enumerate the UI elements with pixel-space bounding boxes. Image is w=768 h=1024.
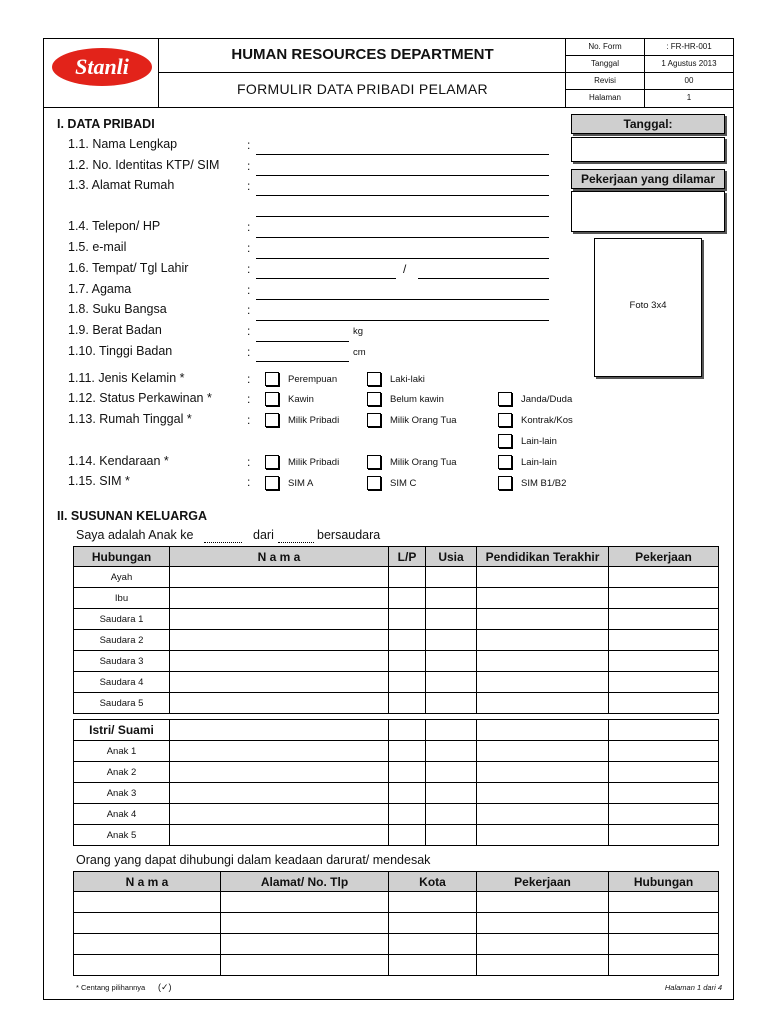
cell-input[interactable] xyxy=(389,588,426,609)
header-hubungan: Hubungan xyxy=(609,872,719,892)
option-laki-laki: Laki-laki xyxy=(390,374,425,385)
table-row xyxy=(74,630,719,651)
checkbox-belum-kawin[interactable] xyxy=(367,392,381,406)
anak-ke-suffix: bersaudara xyxy=(317,528,381,542)
field-tempat-tgl-lahir: 1.6. Tempat/ Tgl Lahir xyxy=(68,261,189,275)
unit-kg: kg xyxy=(353,326,364,337)
field-sim: 1.15. SIM * xyxy=(68,474,130,488)
checkbox-sim-c[interactable] xyxy=(367,476,381,490)
row-label: Saudara 5 xyxy=(74,693,170,714)
cell-input[interactable] xyxy=(609,720,719,741)
colon: : xyxy=(247,262,251,276)
cell-input[interactable] xyxy=(389,762,426,783)
logo-text: Stanli xyxy=(75,54,129,79)
meta-label-revisi: Revisi xyxy=(594,76,616,85)
cell-input[interactable] xyxy=(609,913,719,934)
header-hubungan: Hubungan xyxy=(74,547,170,567)
option-kontrak-kos: Kontrak/Kos xyxy=(521,415,573,426)
anak-ke-mid: dari xyxy=(253,528,274,542)
cell-input[interactable] xyxy=(170,609,389,630)
tgl-lahir-line[interactable] xyxy=(418,278,549,279)
checkbox-perempuan[interactable] xyxy=(265,372,279,386)
cell-input[interactable] xyxy=(74,913,221,934)
cell-input[interactable] xyxy=(74,892,221,913)
field-jenis-kelamin: 1.11. Jenis Kelamin * xyxy=(68,371,185,385)
field-identitas: 1.2. No. Identitas KTP/ SIM xyxy=(68,158,220,172)
cell-input[interactable] xyxy=(609,651,719,672)
berat-badan-line[interactable] xyxy=(256,341,349,342)
table-row xyxy=(74,825,719,846)
field-alamat: 1.3. Alamat Rumah xyxy=(68,178,175,192)
header-nama: N a m a xyxy=(74,872,221,892)
table-row xyxy=(74,762,719,783)
cell-input[interactable] xyxy=(477,934,609,955)
section1-title: I. DATA PRIBADI xyxy=(57,117,155,131)
anak-ke-prefix: Saya adalah Anak ke xyxy=(76,528,194,542)
header-pekerjaan: Pekerjaan xyxy=(477,872,609,892)
option-kawin: Kawin xyxy=(288,394,314,405)
table-row xyxy=(74,741,719,762)
footer-note: * Centang pilihannya xyxy=(76,983,146,992)
date-slash: / xyxy=(403,262,407,276)
tanggal-label-box: Tanggal: xyxy=(571,114,725,134)
row-label: Saudara 3 xyxy=(74,651,170,672)
footer-page: Halaman 1 dari 4 xyxy=(664,983,722,992)
cell-input[interactable] xyxy=(426,762,477,783)
cell-input[interactable] xyxy=(609,892,719,913)
table-row xyxy=(74,720,719,741)
suku-bangsa-line[interactable] xyxy=(256,320,549,321)
table-row xyxy=(74,804,719,825)
checkbox-kendaraan-milik-orang-tua[interactable] xyxy=(367,455,381,469)
cell-input[interactable] xyxy=(170,651,389,672)
department-title: HUMAN RESOURCES DEPARTMENT xyxy=(231,46,494,63)
tempat-lahir-line[interactable] xyxy=(256,278,396,279)
colon: : xyxy=(247,283,251,297)
table-row xyxy=(74,934,719,955)
meta-line-2 xyxy=(565,72,734,73)
cell-input[interactable] xyxy=(477,588,609,609)
header-kota: Kota xyxy=(389,872,477,892)
unit-cm: cm xyxy=(353,347,366,358)
field-kendaraan: 1.14. Kendaraan * xyxy=(68,454,169,468)
cell-input[interactable] xyxy=(426,741,477,762)
stanli-logo xyxy=(50,46,154,88)
header-lp: L/P xyxy=(389,547,426,567)
cell-input[interactable] xyxy=(477,741,609,762)
jumlah-saudara-input[interactable] xyxy=(278,542,314,543)
cell-input[interactable] xyxy=(477,651,609,672)
cell-input[interactable] xyxy=(426,630,477,651)
table-row xyxy=(74,588,719,609)
header-pendidikan: Pendidikan Terakhir xyxy=(477,547,609,567)
cell-input[interactable] xyxy=(609,825,719,846)
checkbox-rumah-milik-orang-tua[interactable] xyxy=(367,413,381,427)
field-nama-lengkap: 1.1. Nama Lengkap xyxy=(68,137,178,151)
cell-input[interactable] xyxy=(389,825,426,846)
cell-input[interactable] xyxy=(609,588,719,609)
row-label: Ibu xyxy=(74,588,170,609)
colon: : xyxy=(247,392,251,406)
cell-input[interactable] xyxy=(170,825,389,846)
table-row xyxy=(74,892,719,913)
row-label: Anak 4 xyxy=(74,804,170,825)
family-table xyxy=(73,546,719,714)
colon: : xyxy=(247,303,251,317)
cell-input[interactable] xyxy=(389,783,426,804)
cell-input[interactable] xyxy=(221,913,389,934)
option-rumah-lain-lain: Lain-lain xyxy=(521,436,557,447)
checkbox-janda-duda[interactable] xyxy=(498,392,512,406)
telepon-line[interactable] xyxy=(256,237,549,238)
pekerjaan-label-box: Pekerjaan yang dilamar xyxy=(571,169,725,189)
header-pekerjaan: Pekerjaan xyxy=(609,547,719,567)
cell-input[interactable] xyxy=(609,934,719,955)
meta-line-1 xyxy=(565,55,734,56)
colon: : xyxy=(247,455,251,469)
cell-input[interactable] xyxy=(609,693,719,714)
meta-line-3 xyxy=(565,89,734,90)
cell-input[interactable] xyxy=(609,955,719,976)
checkbox-rumah-milik-pribadi[interactable] xyxy=(265,413,279,427)
option-sim-b1-b2: SIM B1/B2 xyxy=(521,478,567,489)
row-label: Anak 2 xyxy=(74,762,170,783)
cell-input[interactable] xyxy=(389,955,477,976)
cell-input[interactable] xyxy=(221,955,389,976)
tanggal-input[interactable] xyxy=(571,137,725,162)
checkbox-kendaraan-lain-lain[interactable] xyxy=(498,455,512,469)
table-row xyxy=(74,913,719,934)
meta-value-halaman: 1 xyxy=(686,93,692,102)
colon: : xyxy=(247,475,251,489)
cell-input[interactable] xyxy=(389,609,426,630)
table-row xyxy=(74,693,719,714)
option-kendaraan-milik-pribadi: Milik Pribadi xyxy=(288,457,340,468)
cell-input[interactable] xyxy=(477,955,609,976)
checkbox-kontrak-kos[interactable] xyxy=(498,413,512,427)
cell-input[interactable] xyxy=(477,804,609,825)
anak-ke-input[interactable] xyxy=(204,542,242,543)
cell-input[interactable] xyxy=(170,783,389,804)
cell-input[interactable] xyxy=(170,762,389,783)
row-label: Ayah xyxy=(74,567,170,588)
checkbox-laki-laki[interactable] xyxy=(367,372,381,386)
cell-input[interactable] xyxy=(170,720,389,741)
field-email: 1.5. e-mail xyxy=(68,240,127,254)
option-rumah-milik-pribadi: Milik Pribadi xyxy=(288,415,340,426)
option-belum-kawin: Belum kawin xyxy=(390,394,444,405)
colon: : xyxy=(247,324,251,338)
field-rumah-tinggal: 1.13. Rumah Tinggal * xyxy=(68,412,192,426)
cell-input[interactable] xyxy=(170,693,389,714)
cell-input[interactable] xyxy=(170,630,389,651)
pekerjaan-input[interactable] xyxy=(571,191,725,232)
section2-title: II. SUSUNAN KELUARGA xyxy=(57,509,208,523)
cell-input[interactable] xyxy=(74,955,221,976)
meta-label-halaman: Halaman xyxy=(588,93,621,102)
cell-input[interactable] xyxy=(389,630,426,651)
cell-input[interactable] xyxy=(477,913,609,934)
cell-input[interactable] xyxy=(426,651,477,672)
cell-input[interactable] xyxy=(389,651,426,672)
cell-input[interactable] xyxy=(609,567,719,588)
header-alamat: Alamat/ No. Tlp xyxy=(221,872,389,892)
header-mid-line xyxy=(158,72,565,73)
agama-line[interactable] xyxy=(256,299,549,300)
table-row xyxy=(74,783,719,804)
cell-input[interactable] xyxy=(477,693,609,714)
cell-input[interactable] xyxy=(477,630,609,651)
row-label: Anak 1 xyxy=(74,741,170,762)
colon: : xyxy=(247,372,251,386)
cell-input[interactable] xyxy=(477,762,609,783)
colon: : xyxy=(247,345,251,359)
emergency-label: Orang yang dapat dihubungi dalam keadaan darurat/ mendesak xyxy=(76,853,431,867)
field-tinggi-badan: 1.10. Tinggi Badan xyxy=(68,344,173,358)
table-row xyxy=(74,567,719,588)
field-telepon: 1.4. Telepon/ HP xyxy=(68,219,161,233)
cell-input[interactable] xyxy=(389,567,426,588)
cell-input[interactable] xyxy=(426,783,477,804)
checkbox-sim-b1-b2[interactable] xyxy=(498,476,512,490)
colon: : xyxy=(247,138,251,152)
colon: : xyxy=(247,179,251,193)
colon: : xyxy=(247,413,251,427)
nama-lengkap-line[interactable] xyxy=(256,154,549,155)
checkbox-kawin[interactable] xyxy=(265,392,279,406)
row-label: Anak 5 xyxy=(74,825,170,846)
option-janda-duda: Janda/Duda xyxy=(521,394,573,405)
table-row xyxy=(74,609,719,630)
cell-input[interactable] xyxy=(170,588,389,609)
checkbox-rumah-lain-lain[interactable] xyxy=(498,434,512,448)
option-sim-c: SIM C xyxy=(390,478,417,489)
meta-value-form: : FR-HR-001 xyxy=(666,42,712,51)
row-label: Anak 3 xyxy=(74,783,170,804)
cell-input[interactable] xyxy=(477,825,609,846)
table-row xyxy=(74,651,719,672)
row-label: Saudara 2 xyxy=(74,630,170,651)
cell-input[interactable] xyxy=(426,567,477,588)
istri-suami-label: Istri/ Suami xyxy=(74,720,170,741)
cell-input[interactable] xyxy=(389,672,426,693)
cell-input[interactable] xyxy=(477,892,609,913)
cell-input[interactable] xyxy=(477,720,609,741)
cell-input[interactable] xyxy=(609,741,719,762)
cell-input[interactable] xyxy=(74,934,221,955)
cell-input[interactable] xyxy=(477,783,609,804)
cell-input[interactable] xyxy=(389,804,426,825)
photo-label: Foto 3x4 xyxy=(629,300,667,311)
cell-input[interactable] xyxy=(609,609,719,630)
option-perempuan: Perempuan xyxy=(288,374,338,385)
emergency-table xyxy=(73,871,719,976)
tinggi-badan-line[interactable] xyxy=(256,361,349,362)
meta-label-tanggal: Tanggal xyxy=(590,59,620,68)
cell-input[interactable] xyxy=(389,913,477,934)
cell-input[interactable] xyxy=(609,762,719,783)
colon: : xyxy=(247,241,251,255)
meta-value-tanggal: 1 Agustus 2013 xyxy=(661,59,717,68)
cell-input[interactable] xyxy=(426,672,477,693)
cell-input[interactable] xyxy=(170,741,389,762)
option-kendaraan-milik-orang-tua: Milik Orang Tua xyxy=(390,457,457,468)
cell-input[interactable] xyxy=(477,672,609,693)
alamat-line-2[interactable] xyxy=(256,216,549,217)
colon: : xyxy=(247,220,251,234)
cell-input[interactable] xyxy=(389,693,426,714)
cell-input[interactable] xyxy=(609,804,719,825)
meta-label-form: No. Form xyxy=(588,42,622,51)
cell-input[interactable] xyxy=(426,804,477,825)
field-status-perkawinan: 1.12. Status Perkawinan * xyxy=(68,391,212,405)
cell-input[interactable] xyxy=(609,783,719,804)
field-suku-bangsa: 1.8. Suku Bangsa xyxy=(68,302,167,316)
option-sim-a: SIM A xyxy=(288,478,314,489)
cell-input[interactable] xyxy=(426,588,477,609)
table-row xyxy=(74,955,719,976)
row-label: Saudara 1 xyxy=(74,609,170,630)
cell-input[interactable] xyxy=(389,892,477,913)
cell-input[interactable] xyxy=(426,609,477,630)
cell-input[interactable] xyxy=(477,609,609,630)
option-kendaraan-lain-lain: Lain-lain xyxy=(521,457,557,468)
field-berat-badan: 1.9. Berat Badan xyxy=(68,323,162,337)
checkbox-sim-a[interactable] xyxy=(265,476,279,490)
cell-input[interactable] xyxy=(389,720,426,741)
meta-value-revisi: 00 xyxy=(684,76,694,85)
form-title: FORMULIR DATA PRIBADI PELAMAR xyxy=(237,81,488,97)
option-rumah-milik-orang-tua: Milik Orang Tua xyxy=(390,415,457,426)
table-row xyxy=(74,672,719,693)
cell-input[interactable] xyxy=(389,741,426,762)
cell-input[interactable] xyxy=(426,825,477,846)
header-usia: Usia xyxy=(426,547,477,567)
cell-input[interactable] xyxy=(170,567,389,588)
cell-input[interactable] xyxy=(170,804,389,825)
colon: : xyxy=(247,159,251,173)
cell-input[interactable] xyxy=(426,720,477,741)
spouse-children-table xyxy=(73,719,719,846)
cell-input[interactable] xyxy=(389,934,477,955)
checkbox-kendaraan-milik-pribadi[interactable] xyxy=(265,455,279,469)
cell-input[interactable] xyxy=(221,892,389,913)
alamat-line-1[interactable] xyxy=(256,195,549,196)
row-label: Saudara 4 xyxy=(74,672,170,693)
cell-input[interactable] xyxy=(609,630,719,651)
header-nama: N a m a xyxy=(170,547,389,567)
cell-input[interactable] xyxy=(426,693,477,714)
header-bottom-line xyxy=(43,107,734,108)
cell-input[interactable] xyxy=(609,672,719,693)
email-line[interactable] xyxy=(256,258,549,259)
cell-input[interactable] xyxy=(477,567,609,588)
identitas-line[interactable] xyxy=(256,175,549,176)
check-icon: (✓) xyxy=(158,982,172,992)
cell-input[interactable] xyxy=(221,934,389,955)
cell-input[interactable] xyxy=(170,672,389,693)
field-agama: 1.7. Agama xyxy=(68,282,132,296)
